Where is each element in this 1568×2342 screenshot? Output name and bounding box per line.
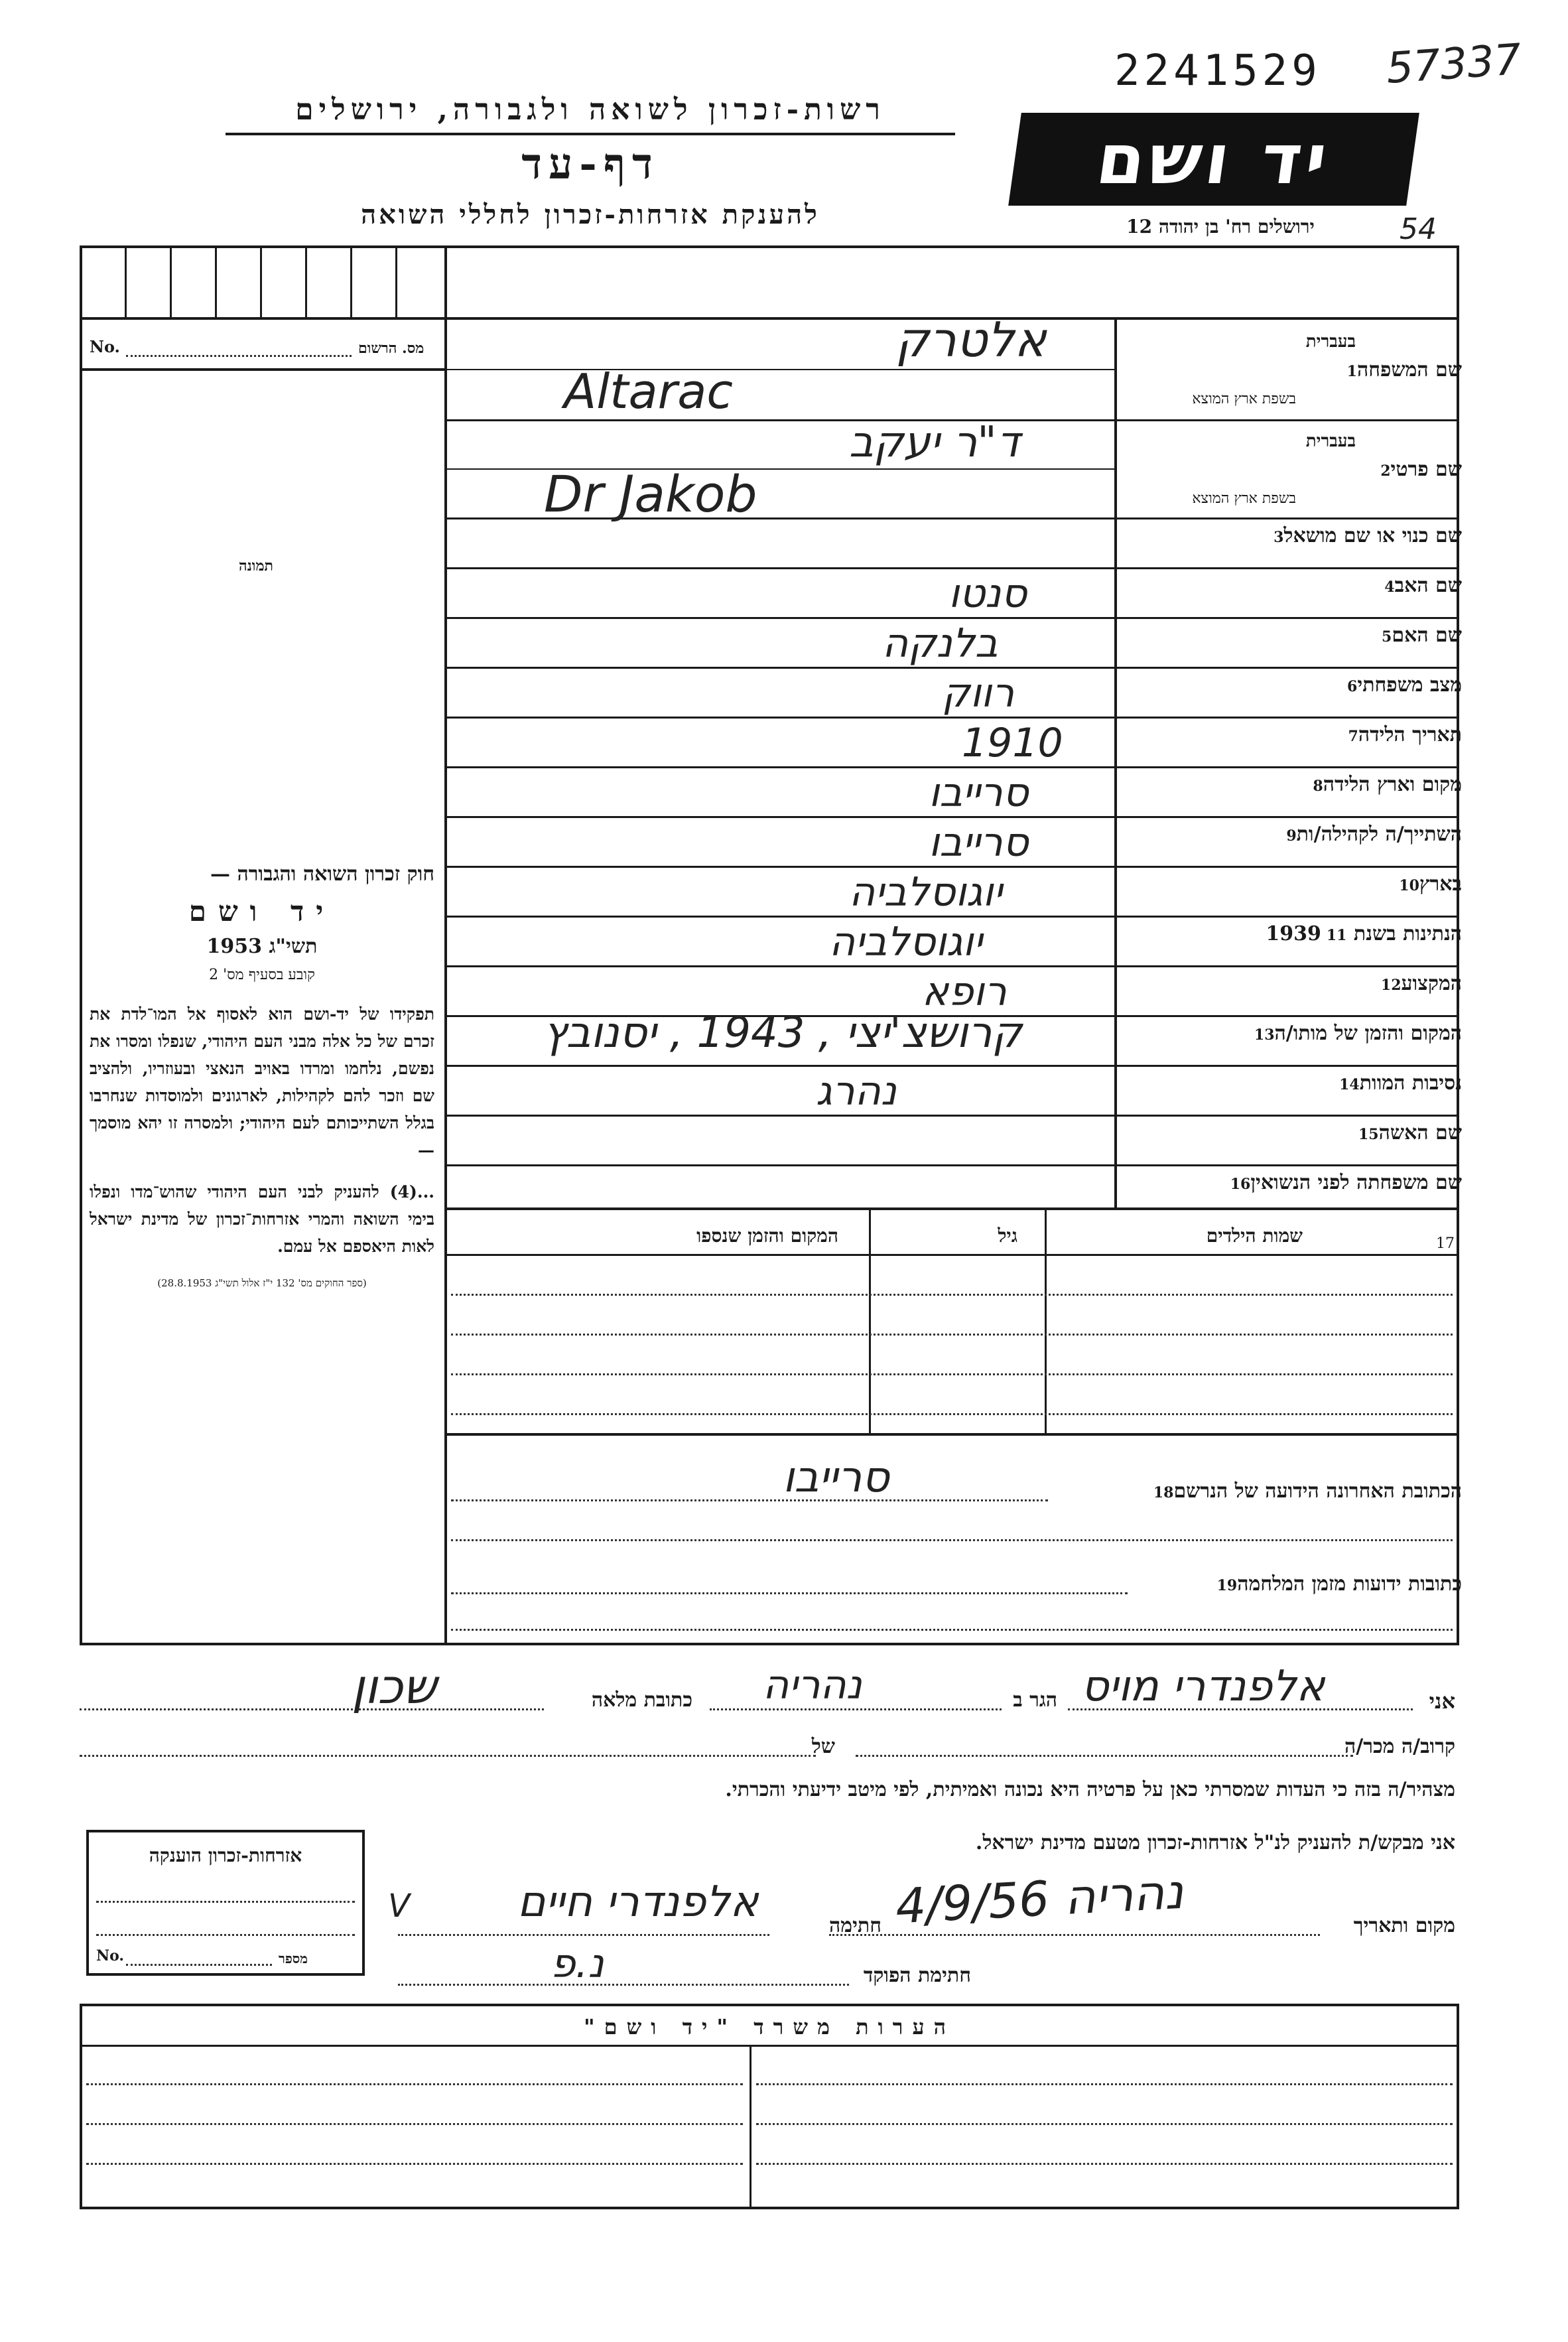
citizenship-box-no-latin: No. [96, 1947, 125, 1964]
field-12-value[interactable]: רופא [922, 969, 1007, 1015]
field-1-value-hebrew[interactable]: אלטרק [895, 312, 1047, 368]
reg-no-label: מס. הרשום [358, 340, 425, 357]
field-8-value[interactable]: סרייבו [929, 770, 1029, 816]
field-15-label: שם האשה15 [1358, 1121, 1462, 1144]
citizenship-box-line-1[interactable] [96, 1901, 355, 1903]
field-19-line-2 [451, 1629, 1453, 1631]
field-4-label: שם האב4 [1384, 574, 1462, 597]
field-14-label: נסיבות המוות14 [1339, 1071, 1462, 1095]
field-10-value[interactable]: יוגוסלביה [849, 869, 1003, 916]
children-bottom-line [446, 1433, 1459, 1436]
field-13-value[interactable]: קרושצ'יצי , 1943 , יסנובץ [543, 1008, 1022, 1058]
handwritten-serial: 57337 [1384, 34, 1523, 94]
officer-line [398, 1984, 849, 1986]
field-18-label: הכתובת האחרונה הידועה של הנרשם18 [1153, 1480, 1462, 1503]
label-column-divider [1114, 317, 1117, 1207]
citizenship-box-no-label: מספר [279, 1951, 308, 1966]
children-col-place: המקום והזמן שנספו [696, 1225, 838, 1247]
law-text-2: ...(4) להעניק לבני העם היהודי שהוש־מדו ונפלו בימי השואה והמרי אזרחות־זכרון של מדינת ישראל לאות היאספם אל עמם. [90, 1182, 434, 1256]
declarant-address-value[interactable]: שכון [352, 1659, 437, 1714]
children-header-line [446, 1254, 1459, 1256]
field-8-label: מקום וארץ הלידה8 [1313, 773, 1462, 796]
field-2-label: שם פרטי2 [1380, 458, 1462, 481]
yad-vashem-logo: יד ושם [1008, 113, 1419, 206]
declarant-of-label: של [811, 1735, 835, 1758]
serial-number-stamp: 2241529 [1114, 46, 1321, 96]
reg-no-latin: No. [90, 337, 120, 356]
declarant-address-line [80, 1708, 544, 1710]
place-date-line [829, 1934, 1320, 1936]
signature-line [398, 1934, 769, 1936]
field-16-label: שם משפחתה לפני הנשואין16 [1230, 1171, 1462, 1194]
law-title: חוק זכרון השואה והגבורה — [210, 862, 434, 886]
field-9-value[interactable]: סרייבו [929, 819, 1029, 866]
photo-placeholder: תמונה [239, 557, 273, 575]
citizenship-box-title: אזרחות-זכרון הוענקה [149, 1844, 302, 1866]
declarant-lives-value[interactable]: נהריה [763, 1662, 862, 1708]
field-10-label: בארץ10 [1399, 872, 1462, 896]
reg-no-divider [80, 368, 446, 371]
field-11-value[interactable]: יוגוסלביה [829, 919, 983, 965]
law-block [90, 862, 434, 1290]
children-col-divider-2 [869, 1210, 871, 1436]
request-text: אני מבקש/ת להעניק לנ"ל אזרחות-זכרון מטעם מדינת ישראל. [975, 1831, 1455, 1854]
field-5-value[interactable]: בלנקה [882, 620, 998, 667]
address-line: ירושלים רח' בן יהודה 12 [1126, 216, 1315, 238]
field-6-label: מצב משפחתי6 [1347, 673, 1462, 697]
field-6-value[interactable]: רווק [942, 670, 1015, 717]
field-2-sub-hebrew: בעברית [1305, 431, 1356, 451]
remarks-header-line [80, 2045, 1459, 2047]
signature-label: חתימה [829, 1914, 882, 1937]
law-footnote: (ספר החוקים מס' 132 י"ז אלול תשי"ג 28.8.1953) [157, 1277, 367, 1289]
field-11-label: הנתינות בשנת 193911 [1266, 922, 1462, 945]
declarant-lives-line [710, 1708, 1002, 1710]
children-col-age: גיל [998, 1225, 1017, 1247]
field-12-label: המקצוע12 [1380, 972, 1462, 995]
field-7-label: תאריך הלידה7 [1348, 723, 1462, 746]
declarant-lives-label: הגר ב [1013, 1688, 1057, 1712]
place-date-value[interactable]: נהריה 4/9/56 [894, 1863, 1185, 1935]
page-title: דף-עד [521, 139, 659, 189]
law-name: יד ושם [188, 895, 336, 928]
field-19-label: כתובות ידועות מזמן המלחמה19 [1216, 1572, 1462, 1596]
declarant-ani: אני [1429, 1688, 1455, 1714]
signature-value[interactable]: אלפנדרי חיים [517, 1878, 759, 1927]
law-text-1: תפקידו של יד-ושם הוא לאסוף אל המו־לדת את זכרם של כל אלה מבני העם היהודי, שנפלו ומסרו את נפשם, נלחמו ומרדו באויב הנאצי ובעוזריו, ולהציב שם וזכר להם לקהילות, לארגונים ולמוסדות שנחרבו בגלל השתייכותם לעם היהודי; ולמסרה זו יהא מוסמך — [90, 1004, 434, 1160]
reg-no-field[interactable] [126, 355, 352, 357]
field-1-label: שם המשפחה1 [1346, 358, 1462, 381]
law-clause: קובע בסעיף מס' 2 [209, 967, 315, 983]
citizenship-box-line-2[interactable] [96, 1934, 355, 1936]
field-19-line[interactable] [451, 1592, 1128, 1594]
declarant-address-label: כתובת מלאה [591, 1688, 692, 1712]
remarks-col-divider [750, 2045, 751, 2209]
remarks-label: הערות משרד "יד ושם" [583, 2014, 956, 2039]
officer-label: חתימת הפוקד [863, 1964, 971, 1987]
top-row-divider [80, 317, 1459, 320]
field-1-sub-origin: בשפת ארץ המוצא [1192, 391, 1296, 407]
check-mark: V [388, 1888, 410, 1925]
field-5-label: שם האם5 [1382, 624, 1462, 647]
field-13-label: המקום והזמן של מותו/ה13 [1254, 1022, 1462, 1045]
children-col-names: שמות הילדים [1206, 1225, 1303, 1247]
field-4-value[interactable]: סנטו [948, 571, 1027, 617]
law-year: תשי"ג 1953 [206, 935, 318, 958]
declarant-name[interactable]: אלפנדרי מויס [1081, 1662, 1325, 1711]
authority-heading: רשות-זכרון לשואה ולגבורה, ירושלים [295, 93, 885, 127]
authority-underline [226, 133, 955, 135]
officer-signature[interactable]: נ.פ [551, 1941, 604, 1987]
field-2-value-latin[interactable]: Dr Jakob [544, 464, 757, 523]
declaration-text: מצהיר/ה בזה כי העדות שמסרתי כאן על פרטיה היא נכונה ואמיתית, לפי מיטב ידיעתי והכרתי. [725, 1778, 1455, 1801]
field-18-value[interactable]: סרייבו [783, 1453, 889, 1502]
page-mark: 54 [1400, 212, 1437, 246]
field-1-value-latin[interactable]: Altarac [564, 364, 733, 419]
page-subtitle: להענקת אזרחות-זכרון לחללי השואה [361, 199, 820, 230]
declarant-relative-label: קרוב/ה מכר/ה [1344, 1735, 1455, 1758]
children-num: 17 [1436, 1235, 1455, 1252]
declarant-of-line[interactable] [80, 1755, 816, 1757]
children-col-divider-1 [1045, 1210, 1047, 1436]
field-14-value[interactable]: נהרג [816, 1068, 897, 1115]
field-1-sub-hebrew: בעברית [1305, 332, 1356, 352]
field-18-line-2 [451, 1539, 1453, 1541]
field-2-sub-origin: בשפת ארץ המוצא [1192, 490, 1296, 507]
field-2-value-hebrew[interactable]: ד"ר יעקב [849, 418, 1020, 467]
field-18-line[interactable] [451, 1499, 1048, 1501]
declarant-relative-line[interactable] [856, 1755, 1353, 1757]
field-3-label: שם כנוי או שם מושאל3 [1274, 524, 1462, 547]
place-date-label: מקום ותאריך [1353, 1914, 1455, 1937]
citizenship-box-no-line[interactable] [126, 1964, 272, 1966]
field-9-label: השתייך/ה לקהילה/ות9 [1286, 823, 1462, 846]
field-7-value[interactable]: 1910 [962, 720, 1063, 766]
